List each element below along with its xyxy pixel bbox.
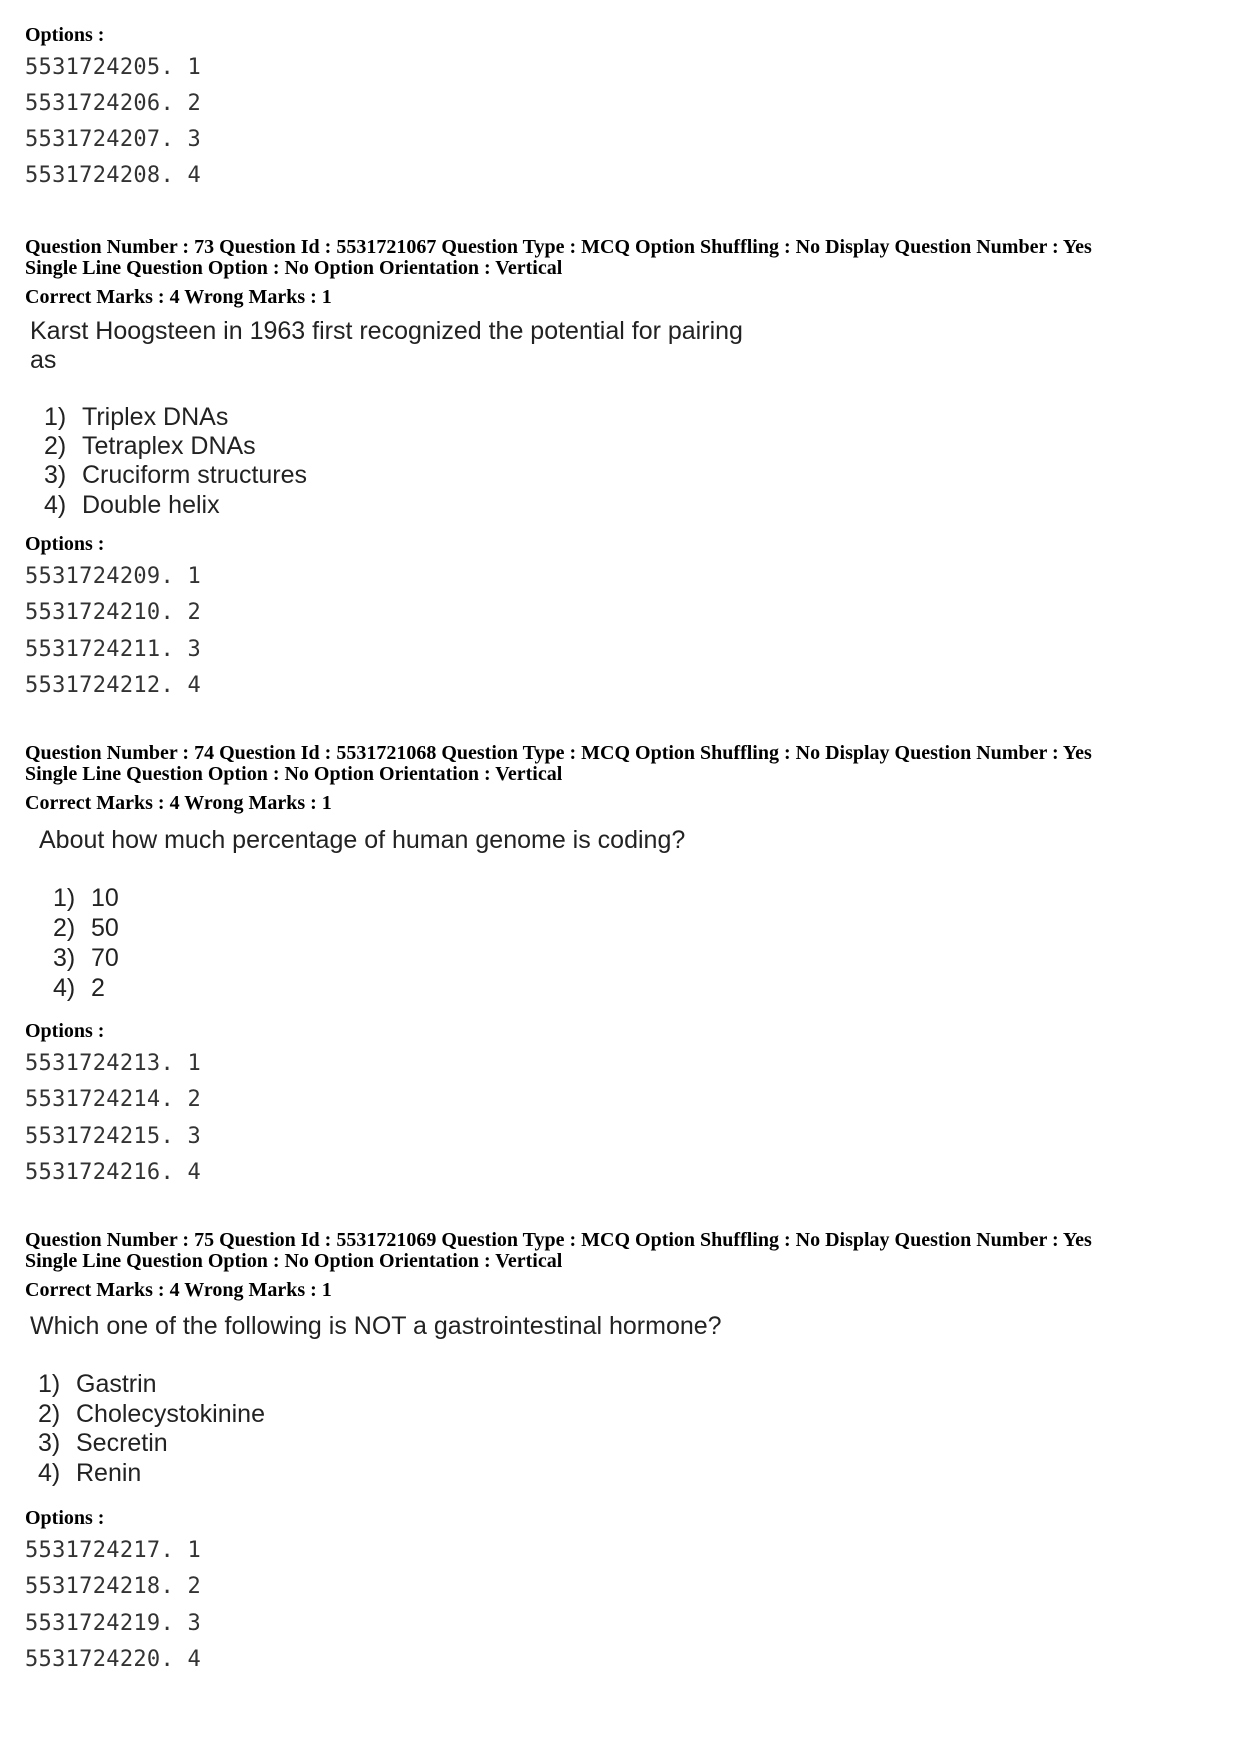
option-id-line: 5531724220. 4 bbox=[25, 1647, 202, 1672]
option-id-line: 5531724206. 2 bbox=[25, 91, 202, 116]
options-label: Options : bbox=[25, 533, 105, 555]
option-id-line: 5531724214. 2 bbox=[25, 1087, 202, 1112]
choice-label: Double helix bbox=[82, 491, 220, 519]
answer-choice bbox=[44, 403, 228, 432]
option-id-line: 5531724215. 3 bbox=[25, 1124, 202, 1149]
question-meta-line: Question Number : 73 Question Id : 5531721067 Question Type : MCQ Option Shuffling : No Display Question Number : Yes bbox=[25, 236, 1092, 258]
question-text: Karst Hoogsteen in 1963 first recognized the potential for pairing bbox=[30, 317, 743, 345]
choice-number: 3) bbox=[38, 1429, 61, 1457]
answer-choice bbox=[53, 974, 105, 1003]
question-marks: Correct Marks : 4 Wrong Marks : 1 bbox=[25, 286, 332, 308]
choice-number: 1) bbox=[53, 884, 76, 912]
choice-label: Renin bbox=[76, 1459, 142, 1487]
answer-choice bbox=[38, 1400, 265, 1429]
question-text: as bbox=[30, 346, 57, 374]
option-id-line: 5531724218. 2 bbox=[25, 1574, 202, 1599]
choice-label: 2 bbox=[91, 974, 105, 1002]
answer-choice bbox=[44, 491, 220, 520]
choice-number: 4) bbox=[53, 974, 76, 1002]
choice-number: 2) bbox=[53, 914, 76, 942]
choice-label: Tetraplex DNAs bbox=[82, 432, 256, 460]
answer-choice bbox=[53, 884, 119, 913]
answer-choice bbox=[38, 1459, 141, 1488]
answer-choice bbox=[44, 432, 256, 461]
choice-number: 4) bbox=[44, 491, 67, 519]
choice-label: Triplex DNAs bbox=[82, 403, 229, 431]
option-id-line: 5531724211. 3 bbox=[25, 637, 202, 662]
choice-label: Gastrin bbox=[76, 1370, 157, 1398]
answer-choice bbox=[53, 944, 119, 973]
answer-choice bbox=[38, 1370, 157, 1399]
choice-number: 3) bbox=[44, 461, 67, 489]
option-id-line: 5531724208. 4 bbox=[25, 163, 202, 188]
option-id-line: 5531724207. 3 bbox=[25, 127, 202, 152]
choice-label: 70 bbox=[91, 944, 119, 972]
options-label: Options : bbox=[25, 1507, 105, 1529]
choice-number: 2) bbox=[38, 1400, 61, 1428]
choice-label: Cholecystokinine bbox=[76, 1400, 265, 1428]
question-meta-line: Question Number : 74 Question Id : 5531721068 Question Type : MCQ Option Shuffling : No Display Question Number : Yes bbox=[25, 742, 1092, 764]
options-label: Options : bbox=[25, 1020, 105, 1042]
choice-number: 1) bbox=[44, 403, 67, 431]
choice-label: 50 bbox=[91, 914, 119, 942]
option-id-line: 5531724210. 2 bbox=[25, 600, 202, 625]
option-id-line: 5531724212. 4 bbox=[25, 673, 202, 698]
answer-choice bbox=[38, 1429, 168, 1458]
answer-choice bbox=[53, 914, 119, 943]
choice-number: 2) bbox=[44, 432, 67, 460]
choice-label: 10 bbox=[91, 884, 119, 912]
choice-label: Cruciform structures bbox=[82, 461, 308, 489]
option-id-line: 5531724219. 3 bbox=[25, 1611, 202, 1636]
option-id-line: 5531724209. 1 bbox=[25, 564, 202, 589]
choice-number: 3) bbox=[53, 944, 76, 972]
question-meta-line: Single Line Question Option : No Option Orientation : Vertical bbox=[25, 257, 563, 279]
answer-choice bbox=[44, 461, 307, 490]
options-label: Options : bbox=[25, 24, 105, 46]
option-id-line: 5531724213. 1 bbox=[25, 1051, 202, 1076]
question-meta-line: Question Number : 75 Question Id : 5531721069 Question Type : MCQ Option Shuffling : No Display Question Number : Yes bbox=[25, 1229, 1092, 1251]
question-marks: Correct Marks : 4 Wrong Marks : 1 bbox=[25, 1279, 332, 1301]
option-id-line: 5531724216. 4 bbox=[25, 1160, 202, 1185]
option-id-line: 5531724217. 1 bbox=[25, 1538, 202, 1563]
choice-number: 4) bbox=[38, 1459, 61, 1487]
question-marks: Correct Marks : 4 Wrong Marks : 1 bbox=[25, 792, 332, 814]
question-meta-line: Single Line Question Option : No Option Orientation : Vertical bbox=[25, 1250, 563, 1272]
option-id-line: 5531724205. 1 bbox=[25, 55, 202, 80]
choice-number: 1) bbox=[38, 1370, 61, 1398]
choice-label: Secretin bbox=[76, 1429, 168, 1457]
question-text: Which one of the following is NOT a gastrointestinal hormone? bbox=[30, 1312, 722, 1340]
question-meta-line: Single Line Question Option : No Option Orientation : Vertical bbox=[25, 763, 563, 785]
question-text: About how much percentage of human genome is coding? bbox=[39, 826, 686, 854]
